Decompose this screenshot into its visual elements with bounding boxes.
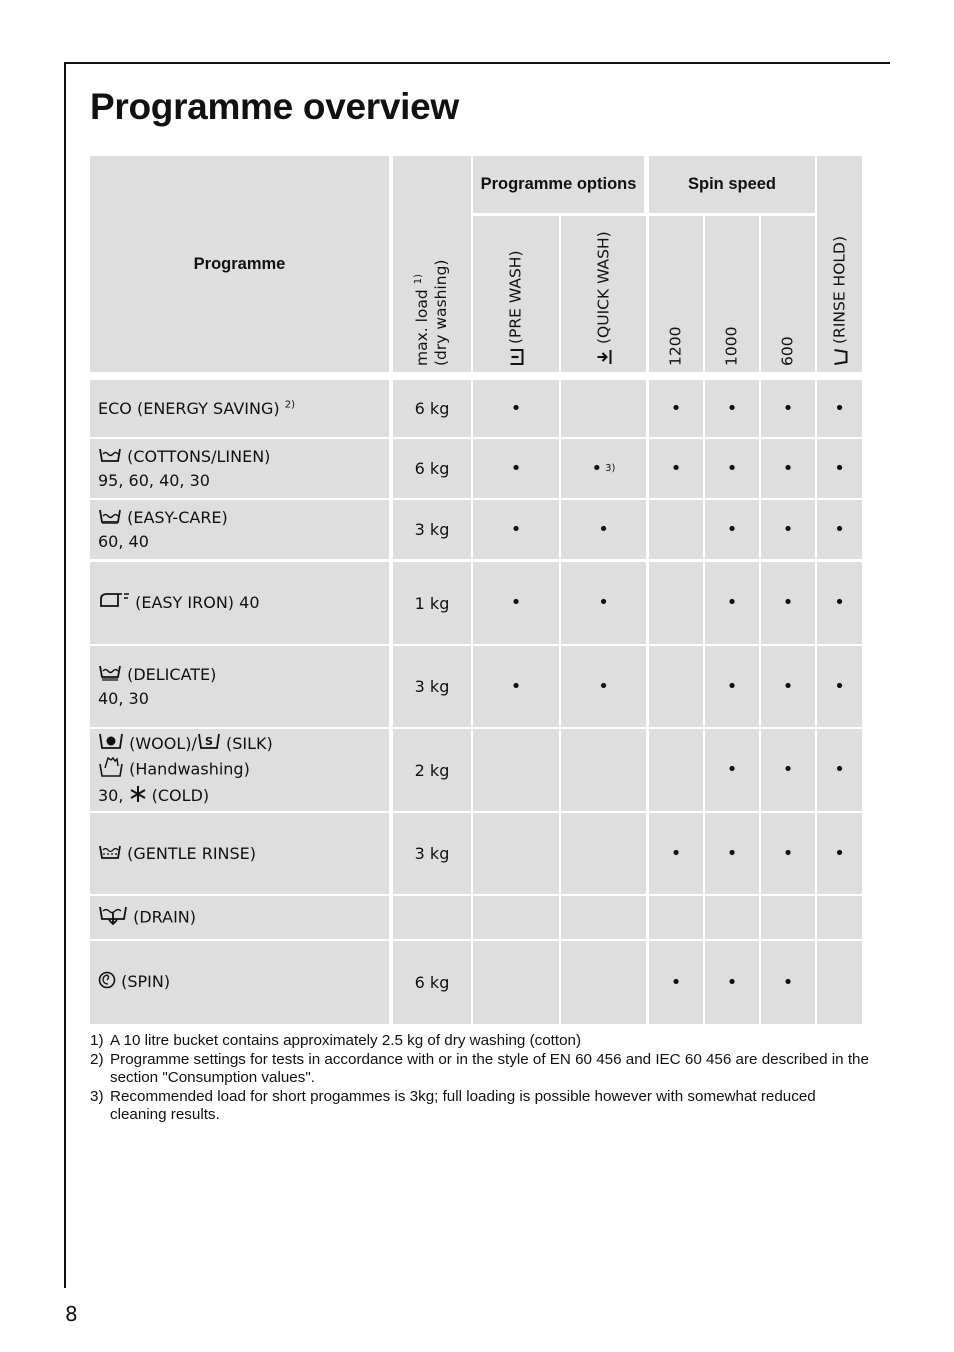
programme-cell-text: [98, 591, 260, 616]
programme-temps: 95, 60, 40, 30: [98, 471, 210, 490]
option-dot: •: [834, 397, 845, 419]
programme-cell-text: [98, 445, 270, 492]
easy-care-tub-icon: [98, 507, 122, 530]
table-row-gentle-rinse-quick-cell: [561, 813, 646, 894]
table-row-easy-iron-40-quick-cell: [561, 562, 646, 644]
table-row-eco-energy-saving-s1200-cell: [649, 380, 703, 437]
programme-cell-text: [98, 842, 256, 866]
table-row-spin-pre-cell: [473, 941, 559, 1024]
option-dot: •: [726, 518, 738, 540]
table-row-cottons-linen: [90, 439, 389, 498]
option-dot: •: [510, 592, 522, 613]
programme-name: (EASY-CARE): [127, 508, 228, 527]
footnote-number: 2): [90, 1050, 104, 1068]
option-dot: •: [834, 592, 845, 613]
table-row-drain-rinse-cell: [817, 896, 862, 939]
programme-name: (WOOL)/: [129, 733, 197, 753]
footnote-3: [90, 1088, 870, 1125]
programme-temps: 30,: [98, 786, 124, 805]
max-load-sup: 1): [412, 274, 424, 285]
option-dot: •: [510, 457, 522, 479]
table-row-eco-energy-saving-s600-cell: [761, 380, 815, 437]
option-dot: •: [726, 971, 738, 993]
table-row-easy-iron-40-s1000-cell: [705, 562, 759, 644]
table-row-wool: [90, 729, 389, 811]
table-row-spin-s1200-cell: [649, 941, 703, 1024]
programme-cell-text: [98, 732, 273, 809]
table-row-delicate-s1000-cell: [705, 646, 759, 727]
table-row-delicate: [90, 646, 389, 727]
option-dot: •: [834, 675, 845, 697]
table-row-drain-s1000-cell: [705, 896, 759, 939]
header-spin-1000: [705, 216, 759, 372]
page-title: Programme overview: [90, 86, 459, 127]
table-row-eco-energy-saving-rinse-cell: [817, 380, 862, 437]
footnote-text: Programme settings for tests in accordance with or in the style of EN 60 456 and IEC 60 456 are described in the section "Consumption values".: [110, 1050, 869, 1086]
table-row-easy-iron-40-s600-cell: [761, 562, 815, 644]
max-load-line2: (dry washing): [432, 259, 450, 366]
programme-name: (EASY IRON) 40: [135, 592, 260, 612]
table-row-spin-s600-cell: [761, 941, 815, 1024]
programme-cell-text: [98, 905, 196, 931]
prewash-icon: [507, 348, 525, 366]
table-row-spin-quick-cell: [561, 941, 646, 1024]
option-dot: •: [591, 457, 603, 479]
option-dot: •: [782, 457, 794, 479]
table-row-gentle-rinse-load-cell: [393, 813, 471, 894]
table-row-wool-s1000-cell: [705, 729, 759, 811]
table-row-cottons-linen-rinse-cell: [817, 439, 862, 498]
header-spin-speed-label: Spin speed: [687, 175, 777, 193]
footnote-text: A 10 litre bucket contains approximately 2.5 kg of dry washing (cotton): [110, 1032, 582, 1049]
table-row-drain: [90, 896, 389, 939]
table-row-cottons-linen-load-cell: [393, 439, 471, 498]
table-row-spin-s1000-cell: [705, 941, 759, 1024]
table-row-wool-s1200-cell: [649, 729, 703, 811]
header-programme-options-label: Programme options: [480, 175, 637, 193]
max-load-value: 3 kg: [414, 520, 450, 539]
rinse-hold-icon: [831, 348, 849, 366]
option-dot: •: [782, 971, 794, 993]
table-row-wool-quick-cell: [561, 729, 646, 811]
programme-name: (DELICATE): [127, 664, 217, 684]
silk-icon: [197, 732, 221, 756]
table-row-eco-energy-saving: [90, 380, 389, 437]
table-row-easy-iron-40-load-cell: [393, 562, 471, 644]
option-dot: •: [726, 397, 738, 419]
header-pre-wash-text: [507, 250, 526, 366]
table-row-drain-pre-cell: [473, 896, 559, 939]
max-load-value: 6 kg: [414, 399, 450, 418]
frame-left-rule: [64, 62, 66, 1288]
table-row-spin-rinse-cell: [817, 941, 862, 1024]
table-row-cottons-linen-quick-cell: • 3): [561, 439, 646, 498]
frame-top-rule: [64, 62, 890, 64]
table-row-easy-care-s600-cell: [761, 500, 815, 559]
table-row-wool-pre-cell: [473, 729, 559, 811]
footnotes: [90, 1032, 870, 1125]
option-dot: •: [726, 592, 738, 613]
table-row-easy-care-s1200-cell: [649, 500, 703, 559]
table-row-eco-energy-saving-quick-cell: [561, 380, 646, 437]
header-programme-options: [473, 156, 644, 213]
footnote-1: [90, 1032, 870, 1051]
programme-name: (COLD): [151, 786, 210, 805]
programme-cell-text: [98, 397, 295, 420]
option-dot: •: [510, 397, 522, 419]
programme-table: [90, 156, 862, 1024]
spin-1200-label: 1200: [666, 326, 685, 366]
table-row-delicate-s1200-cell: [649, 646, 703, 727]
max-load-value: 6 kg: [414, 973, 450, 992]
header-spin-speed: [649, 156, 815, 213]
programme-name: (COTTONS/LINEN): [127, 447, 271, 466]
table-row-easy-care-s1000-cell: [705, 500, 759, 559]
table-row-wool-load-cell: [393, 729, 471, 811]
table-row-easy-care-quick-cell: [561, 500, 646, 559]
max-load-value: 2 kg: [414, 760, 450, 780]
option-dot: •: [598, 518, 609, 540]
max-load-value: 3 kg: [414, 844, 450, 863]
table-row-cottons-linen-pre-cell: [473, 439, 559, 498]
quick-wash-icon: [595, 348, 613, 366]
table-row-delicate-s600-cell: [761, 646, 815, 727]
table-row-gentle-rinse-s1200-cell: [649, 813, 703, 894]
option-dot: •: [782, 397, 794, 419]
option-dot: •: [726, 842, 738, 864]
rinse-tub-icon: [98, 843, 122, 866]
table-row-easy-care-load-cell: [393, 500, 471, 559]
header-spin-600: [761, 216, 815, 372]
handwash-icon: [98, 756, 124, 784]
programme-temps: 40, 30: [98, 689, 149, 709]
header-pre-wash: [473, 216, 559, 372]
spin-1000-label: 1000: [722, 326, 741, 366]
programme-name: (DRAIN): [133, 907, 196, 926]
table-row-eco-energy-saving-s1000-cell: [705, 380, 759, 437]
option-dot: •: [510, 518, 522, 540]
table-row-easy-iron-40-s1200-cell: [649, 562, 703, 644]
table-row-drain-quick-cell: [561, 896, 646, 939]
page-number: 8: [65, 1302, 78, 1326]
footnote-number: 1): [90, 1032, 104, 1049]
table-row-drain-s1200-cell: [649, 896, 703, 939]
option-dot: •: [834, 842, 845, 864]
table-row-easy-iron-40-pre-cell: [473, 562, 559, 644]
max-load-value: 1 kg: [414, 593, 450, 613]
table-row-wool-rinse-cell: [817, 729, 862, 811]
table-row-gentle-rinse-pre-cell: [473, 813, 559, 894]
quick-wash-label: (QUICK WASH): [594, 231, 612, 344]
option-dot: •: [834, 759, 845, 780]
svg-text:S: S: [204, 735, 213, 748]
programme-name: (Handwashing): [129, 759, 250, 779]
programme-cell-text: [98, 506, 228, 553]
delicate-tub-icon: [98, 663, 122, 687]
header-programme: [90, 156, 389, 372]
wool-icon: [98, 732, 124, 756]
header-quick-wash-text: [594, 231, 613, 366]
option-dot: •: [782, 842, 794, 864]
tub-icon: [98, 446, 122, 469]
option-dot: •: [510, 675, 522, 697]
option-dot: •: [726, 457, 738, 479]
header-spin-1200: [649, 216, 703, 372]
header-rinse-hold: [817, 156, 862, 372]
programme-name: (GENTLE RINSE): [127, 843, 257, 863]
table-row-delicate-quick-cell: [561, 646, 646, 727]
programme-cell-text: [98, 663, 216, 711]
table-row-cottons-linen-s1000-cell: [705, 439, 759, 498]
pre-wash-label: (PRE WASH): [506, 250, 525, 344]
table-row-cottons-linen-s600-cell: [761, 439, 815, 498]
table-row-spin: [90, 941, 389, 1024]
max-load-value: 3 kg: [414, 677, 450, 696]
option-dot: •: [782, 592, 794, 613]
table-row-easy-care: [90, 500, 389, 559]
table-row-easy-care-pre-cell: [473, 500, 559, 559]
option-dot: •: [670, 971, 682, 993]
table-row-easy-iron-40-rinse-cell: [817, 562, 862, 644]
option-dot: •: [782, 518, 794, 540]
table-row-drain-s600-cell: [761, 896, 815, 939]
spin-600-label: 600: [778, 336, 797, 366]
rinse-hold-label: (RINSE HOLD): [830, 235, 848, 344]
table-row-drain-load-cell: [393, 896, 471, 939]
programme-name: ECO (ENERGY SAVING): [98, 399, 280, 418]
table-row-eco-energy-saving-pre-cell: [473, 380, 559, 437]
table-row-wool-s600-cell: [761, 729, 815, 811]
table-row-gentle-rinse-s600-cell: [761, 813, 815, 894]
header-quick-wash: [561, 216, 646, 372]
option-dot: •: [670, 457, 682, 479]
programme-name: (SPIN): [121, 972, 171, 992]
option-dot: •: [598, 675, 609, 697]
drain-icon: [98, 905, 128, 931]
table-row-easy-care-rinse-cell: [817, 500, 862, 559]
option-dot: •: [834, 457, 845, 479]
header-max-load-text: [413, 260, 451, 366]
spin-icon: [98, 971, 116, 995]
option-dot: •: [834, 518, 845, 540]
table-row-spin-load-cell: [393, 941, 471, 1024]
option-dot: •: [598, 592, 609, 613]
max-load-line1: max. load: [413, 289, 431, 366]
table-row-cottons-linen-s1200-cell: [649, 439, 703, 498]
header-programme-label: Programme: [193, 254, 286, 273]
footnote-2: [90, 1051, 870, 1088]
max-load-value: 6 kg: [414, 459, 450, 478]
programme-footnote-ref: 2): [284, 399, 295, 411]
footnote-number: 3): [90, 1087, 104, 1105]
snowflake-icon: [129, 785, 147, 809]
option-dot: •: [726, 675, 738, 697]
programme-name: (SILK): [225, 733, 273, 753]
header-rinse-hold-text: [830, 236, 849, 366]
table-row-gentle-rinse-rinse-cell: [817, 813, 862, 894]
option-dot: •: [670, 842, 682, 864]
table-row-delicate-pre-cell: [473, 646, 559, 727]
option-dot: •: [670, 397, 682, 419]
option-dot: •: [726, 759, 738, 780]
option-dot: •: [782, 675, 794, 697]
option-dot: •: [782, 759, 794, 780]
footnote-text: Recommended load for short progammes is 3kg; full loading is possible however with somewhat reduced cleaning results.: [110, 1087, 816, 1123]
table-row-delicate-rinse-cell: [817, 646, 862, 727]
iron-icon: [98, 591, 130, 615]
table-row-easy-iron-40: [90, 562, 389, 644]
table-row-eco-energy-saving-load-cell: [393, 380, 471, 437]
programme-cell-text: [98, 970, 170, 995]
programme-temps: 60, 40: [98, 532, 149, 551]
table-row-gentle-rinse-s1000-cell: [705, 813, 759, 894]
header-max-load: [393, 156, 471, 372]
table-row-gentle-rinse: [90, 813, 389, 894]
table-row-delicate-load-cell: [393, 646, 471, 727]
